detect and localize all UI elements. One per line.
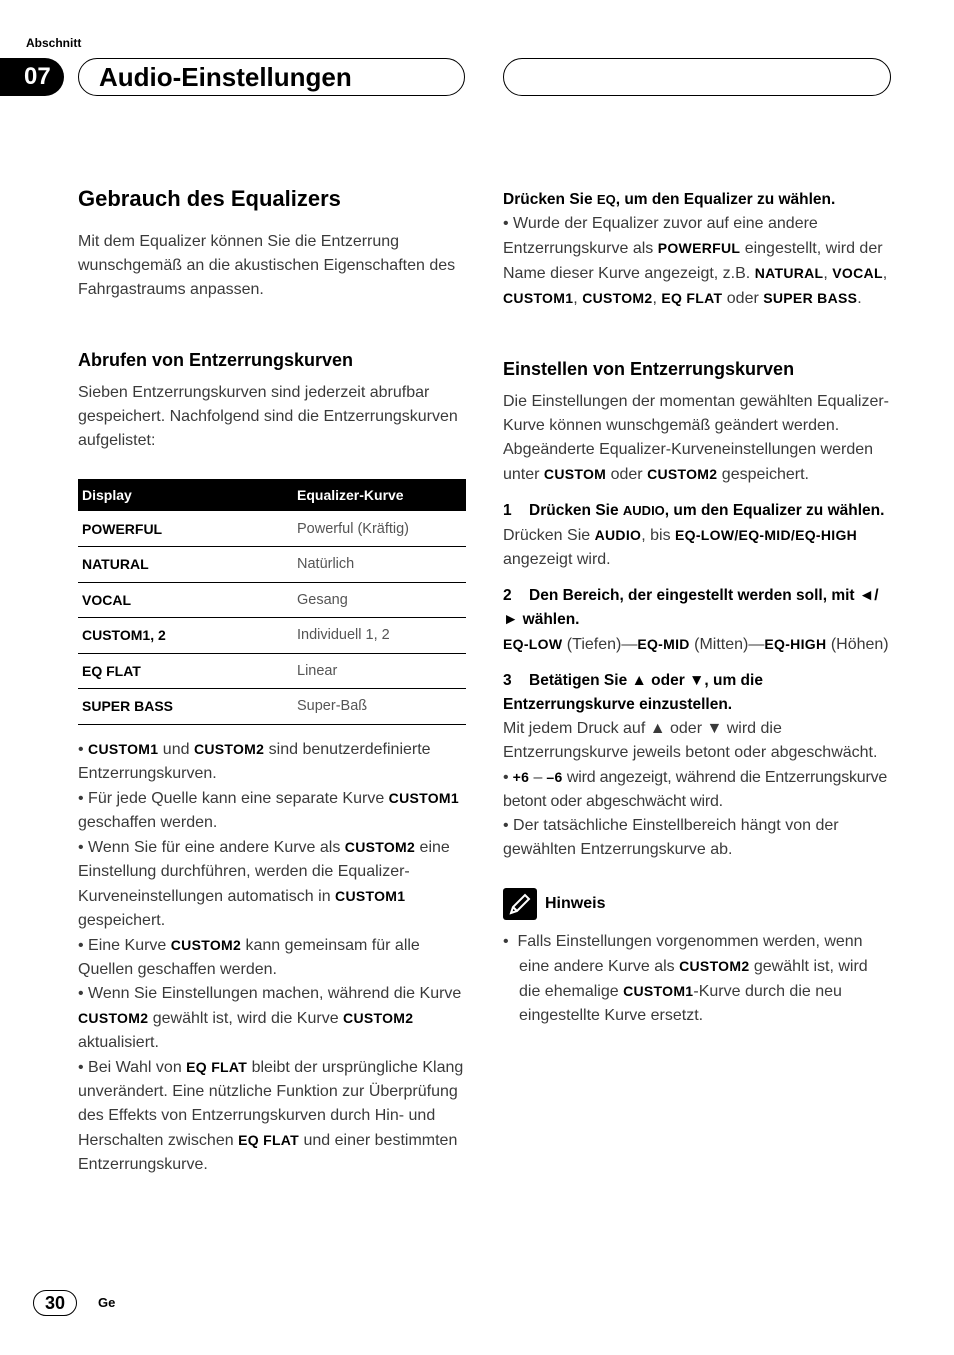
press-eq-instruction: Drücken Sie EQ, um den Equalizer zu wählen.: [503, 191, 836, 208]
abrufen-text: Sieben Entzerrungskurven sind jederzeit abrufbar gespeichert. Nachfolgend sind die Entzerrungskurven aufgelistet:: [78, 384, 458, 449]
bullet-eq-flat: • Bei Wahl von EQ FLAT bleibt der ursprüngliche Klang unverändert. Eine nützliche Funktion zur Überprüfung des Effekts von Entzerrungskurven durch Hin- und Herschalten zwischen EQ FLAT und einer bestimmten Entzerrungskurve.: [78, 1058, 464, 1173]
step-2-heading: 2 Den Bereich, der eingestellt werden soll, mit ◄/► wählen.: [503, 587, 879, 628]
table-cell-curve: Linear: [283, 653, 466, 689]
einstellen-text: Die Einstellungen der momentan gewählten Equalizer-Kurve können wunschgemäß geändert werden. Abgeänderte Equalizer-Kurveneinstellungen werden unter CUSTOM oder CUSTOM2 gespeichert.: [503, 393, 889, 483]
step-1-heading: 1 Drücken Sie AUDIO, um den Equalizer zu wählen.: [503, 502, 885, 519]
section-label: Abschnitt: [26, 36, 82, 50]
note-text: • Falls Einstellungen vorgenommen werden, wenn eine andere Kurve als CUSTOM2 gewählt ist, wird die ehemalige CUSTOM1-Kurve durch die neu eingestellte Kurve ersetzt.: [503, 933, 868, 1024]
step-1-text: Drücken Sie AUDIO, bis EQ-LOW/EQ-MID/EQ-HIGH angezeigt wird.: [503, 527, 858, 568]
table-row: [78, 689, 466, 725]
intro-text: Mit dem Equalizer können Sie die Entzerrung wunschgemäß an die akustischen Eigenschaften des Fahrgastraums anpassen.: [78, 233, 456, 298]
table-row: [78, 511, 466, 547]
chapter-title: Audio-Einstellungen: [78, 58, 465, 96]
table-cell-curve: Super-Baß: [283, 689, 466, 725]
note-header: [503, 888, 891, 920]
bullet-custom-defined: • CUSTOM1 und CUSTOM2 sind benutzerdefinierte Entzerrungskurven.: [78, 740, 431, 782]
table-cell-curve: Natürlich: [283, 547, 466, 583]
title-box-empty: [503, 58, 891, 96]
table-row: [78, 582, 466, 618]
step-2-text: EQ-LOW (Tiefen)—EQ-MID (Mitten)—EQ-HIGH (Höhen): [503, 636, 889, 653]
bullet-auto-save: • Wenn Sie für eine andere Kurve als CUSTOM2 eine Einstellung durchführen, werden die Equalizer-Kurveneinstellungen automatisch in CUSTOM1 gespeichert.: [78, 838, 450, 929]
table-cell-curve: Powerful (Kräftig): [283, 511, 466, 547]
table-cell-display: SUPER BASS: [78, 689, 283, 725]
table-header-curve: Equalizer-Kurve: [283, 479, 466, 511]
note-pencil-icon: [503, 888, 537, 920]
table-cell-display: NATURAL: [78, 547, 283, 583]
bullet-range-display: • +6 – –6 wird angezeigt, während die Entzerrungskurve betont oder abgeschwächt wird.: [503, 769, 888, 810]
bullet-per-source: • Für jede Quelle kann eine separate Kurve CUSTOM1 geschaffen werden.: [78, 789, 459, 831]
table-row: [78, 618, 466, 654]
table-row: [78, 653, 466, 689]
subheading-abrufen: Abrufen von Entzerrungskurven: [78, 350, 354, 370]
curve-table: [78, 479, 466, 725]
note-label: Hinweis: [545, 895, 606, 912]
table-cell-display: VOCAL: [78, 582, 283, 618]
table-cell-display: EQ FLAT: [78, 653, 283, 689]
table-cell-display: POWERFUL: [78, 511, 283, 547]
subheading-einstellen: Einstellen von Entzerrungskurven: [503, 359, 795, 379]
right-column: [503, 188, 891, 1028]
bullet-shared-curve: • Eine Kurve CUSTOM2 kann gemeinsam für alle Quellen geschaffen werden.: [78, 936, 420, 978]
table-cell-curve: Individuell 1, 2: [283, 618, 466, 654]
chapter-number: 07: [0, 58, 64, 96]
page-language: Ge: [98, 1295, 116, 1310]
step-3-heading: 3 Betätigen Sie ▲ oder ▼, um die Entzerrungskurve einzustellen.: [503, 672, 763, 713]
bullet-curve-name: • Wurde der Equalizer zuvor auf eine andere Entzerrungskurve als POWERFUL eingestellt, wird der Name dieser Kurve angezeigt, z.B. NATURAL, VOCAL, CUSTOM1, CUSTOM2, EQ FLAT oder SUPER BASS.: [503, 215, 888, 307]
table-row: [78, 547, 466, 583]
page-number: 30: [33, 1290, 77, 1316]
table-header-display: Display: [78, 479, 283, 511]
bullet-update: • Wenn Sie Einstellungen machen, während die Kurve CUSTOM2 gewählt ist, wird die Kurve CUSTOM2 aktualisiert.: [78, 984, 462, 1051]
table-header-row: [78, 479, 466, 511]
bullet-actual-range: • Der tatsächliche Einstellbereich hängt von der gewählten Entzerrungskurve ab.: [503, 817, 839, 858]
step-3-text: Mit jedem Druck auf ▲ oder ▼ wird die Entzerrungskurve jeweils betont oder abgeschwächt.: [503, 720, 878, 761]
left-column: [78, 186, 466, 1177]
section-heading: Gebrauch des Equalizers: [78, 186, 341, 211]
table-cell-display: CUSTOM1, 2: [78, 618, 283, 654]
table-cell-curve: Gesang: [283, 582, 466, 618]
